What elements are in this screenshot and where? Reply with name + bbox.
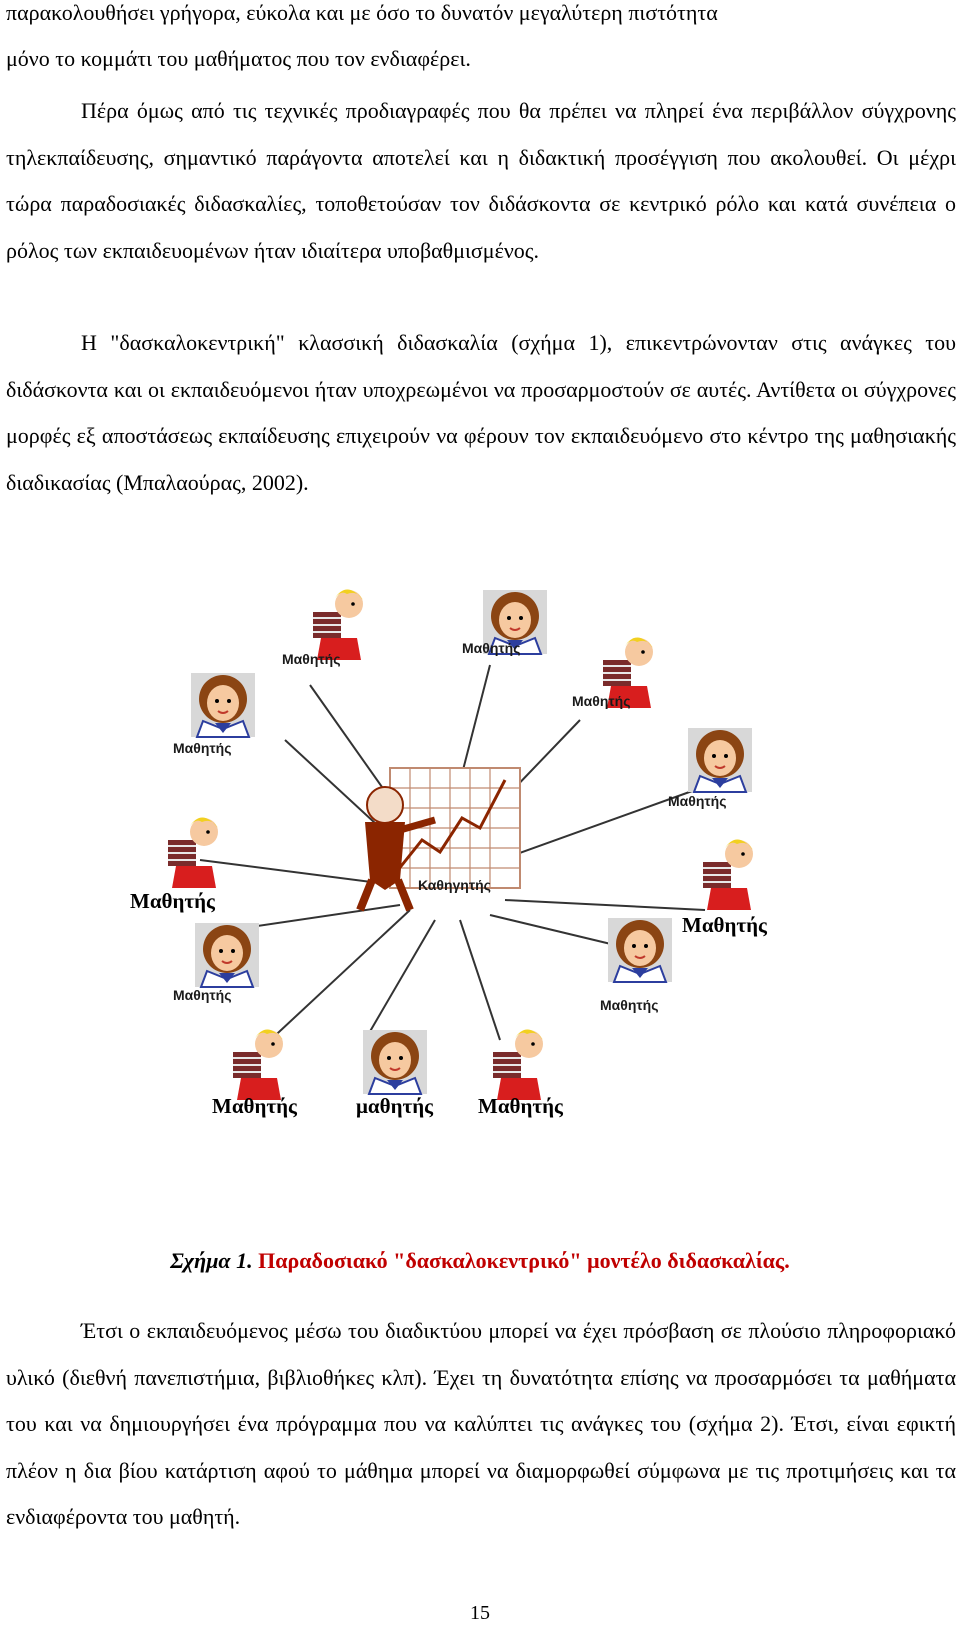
student-label-6: Μαθητής [130, 889, 215, 913]
student-label-4: Μαθητής [173, 740, 232, 756]
student-label-9: Μαθητής [600, 997, 659, 1013]
paragraph-teacher-centered: Η "δασκαλοκεντρική" κλασσική διδασκαλία (σχήμα 1), επικεντρώνονταν στις ανάγκες του διδάσκοντα και οι εκπαιδευόμενοι ήταν υποχρεωμένοι να προσαρμοστούν σε αυτές. Αντίθετα οι σύγχρονες μορφές εξ αποστάσεως εκπαίδευσης επιχειρούν να φέρουν τον εκπαιδευόμενο στο κέντρο της μαθησιακής διαδικασίας (Μπαλαούρας, 2002). [6, 330, 956, 495]
student-icon-4 [191, 673, 255, 737]
student-label-1: Μαθητής [282, 651, 341, 667]
page-number: 15 [470, 1602, 490, 1624]
student-label-3: Μαθητής [572, 693, 631, 709]
teacher-label: Καθηγητής [418, 877, 491, 893]
student-icon-7 [703, 839, 753, 910]
student-icon-6 [168, 817, 218, 888]
student-icon-9 [608, 918, 672, 982]
text-line-2: μόνο το κομμάτι του μαθήματος που τον ενδιαφέρει. [6, 46, 471, 71]
figure-caption [0, 1248, 960, 1274]
student-label-2: Μαθητής [462, 640, 521, 656]
student-icon-5 [688, 728, 752, 792]
student-label-5: Μαθητής [668, 793, 727, 809]
student-icon-11 [363, 1030, 427, 1094]
student-icon-10 [233, 1029, 283, 1100]
diagram-svg [130, 590, 780, 1150]
student-icon-12 [493, 1029, 543, 1100]
student-label-12: Μαθητής [478, 1094, 563, 1118]
paragraph-technical-specs: Πέρα όμως από τις τεχνικές προδιαγραφές που θα πρέπει να πληρεί ένα περιβάλλον σύγχρονης τηλεκπαίδευσης, σημαντικό παράγοντα αποτελεί και η διδακτική προσέγγιση που ακολουθεί. Οι μέχρι τώρα παραδοσιακές διδασκαλίες, τοποθετούσαν τον διδάσκοντα σε κεντρικό ρόλο και κατά συνέπεια ο ρόλος των εκπαιδευομένων ήταν ιδιαίτερα υποβαθμισμένος. [6, 98, 956, 263]
student-label-10: Μαθητής [212, 1094, 297, 1118]
caption-number: Σχήμα 1. [170, 1248, 253, 1273]
student-label-8: Μαθητής [173, 987, 232, 1003]
student-label-7: Μαθητής [682, 913, 767, 937]
student-icon-8 [195, 923, 259, 987]
text-line-1: παρακολουθήσει γρήγορα, εύκολα και με όσο το δυνατόν μεγαλύτερη πιστότητα [6, 0, 718, 25]
teacher-centered-diagram [130, 590, 780, 1150]
paragraph-internet-access: Έτσι ο εκπαιδευόμενος μέσω του διαδικτύου μπορεί να έχει πρόσβαση σε πλούσιο πληροφοριακό υλικό (διεθνή πανεπιστήμια, βιβλιοθήκες κλπ). Έχει τη δυνατότητα επίσης να προσαρμόσει τα μαθήματα του και να δημιουργήσει ένα πρόγραμμα που να καλύπτει τις ανάγκες του (σχήμα 2). Έτσι, είναι εφικτή πλέον η δια βίου κατάρτιση αφού το μάθημα μπορεί να διαμορφωθεί σύμφωνα με τις προτιμήσεις και τα ενδιαφέροντα του μαθητή. [6, 1318, 956, 1529]
student-icon-1 [313, 589, 363, 660]
caption-text: Παραδοσιακό "δασκαλοκεντρικό" μοντέλο διδασκαλίας. [258, 1248, 790, 1273]
student-label-11: μαθητής [356, 1094, 433, 1118]
